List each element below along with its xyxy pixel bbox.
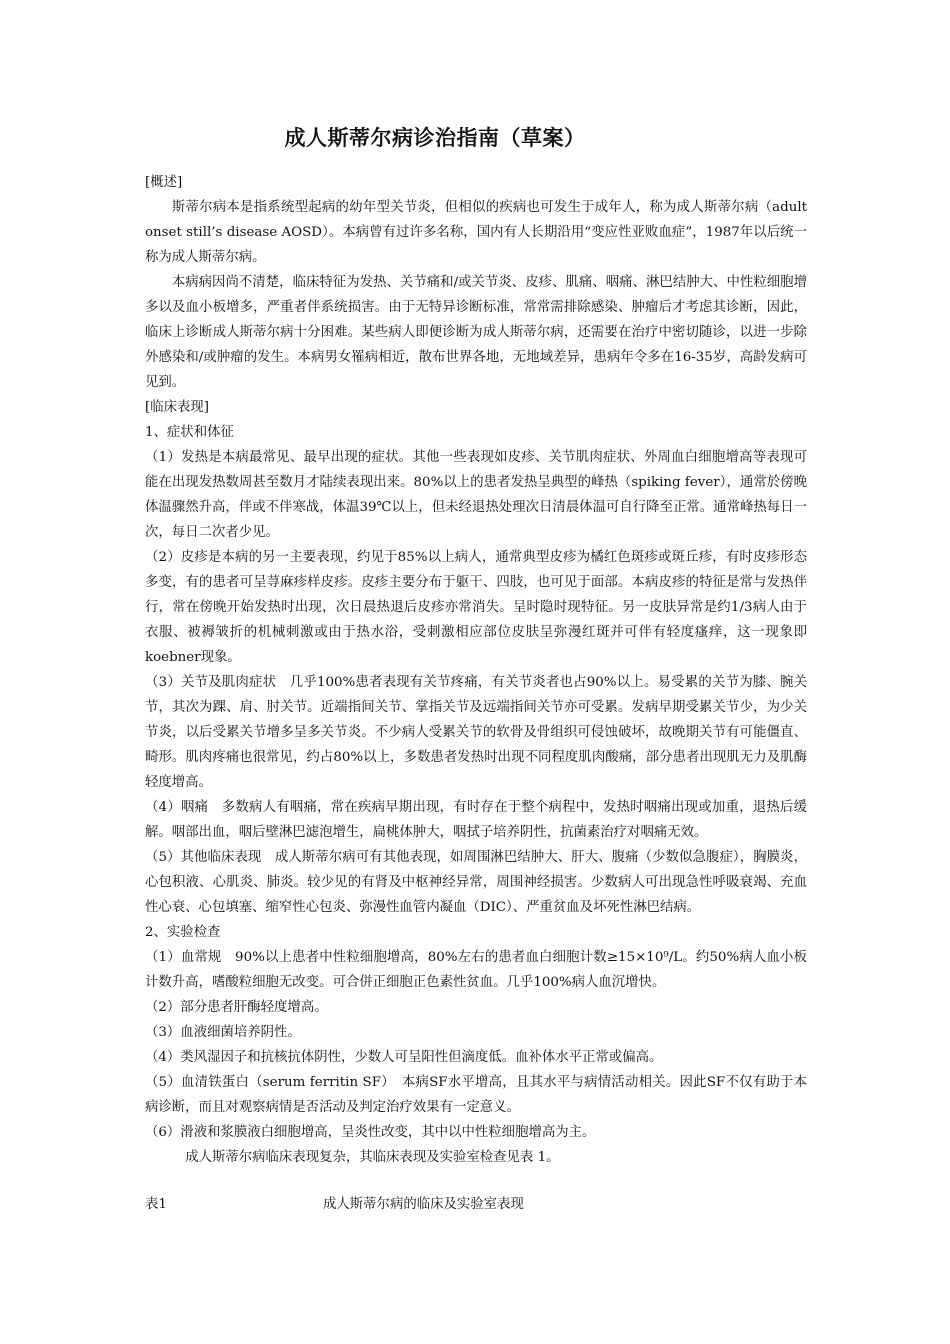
symptom-fever: （1）发热是本病最常见、最早出现的症状。其他一些表现如皮疹、关节肌肉症状、外周血白细胞增高等表现可能在出现发热数周甚至数月才陆续表现出来。80%以上的患者发热呈典型的峰热（spiking fever），通常於傍晚体温骤然升高，伴或不伴寒战，体温39℃以上，但未经退热处理次日清晨体温可自行降至正常。通常峰热每日一次，每日二次者少见。 (145, 450, 807, 540)
overview-heading: [概述] (145, 175, 183, 190)
lab-synovial: （6）滑液和浆膜液白细胞增高，呈炎性改变，其中以中性粒细胞增高为主。 (145, 1125, 596, 1140)
table-title: 成人斯蒂尔病的临床及实验室表现 (323, 1197, 524, 1212)
clinical-heading: [临床表现] (145, 400, 210, 415)
symptoms-heading: 1、症状和体征 (145, 425, 234, 440)
lab-ferritin: （5）血清铁蛋白（serum ferritin SF） 本病SF水平增高，且其水平与病情活动相关。因此SF不仅有助于本病诊断，而且对观察病情是否活动及判定治疗效果有一定意义。 (145, 1075, 807, 1115)
symptom-joint-muscle: （3）关节及肌肉症状 几乎100%患者表现有关节疼痛，有关节炎者也占90%以上。易受累的关节为膝、腕关节，其次为踝、肩、肘关节。近端指间关节、掌指关节及远端指间关节亦可受累。发病早期受累关节少，为少关节炎，以后受累关节增多呈多关节炎。不少病人受累关节的软骨及骨组织可侵蚀破坏，故晚期关节有可能僵直、畸形。肌肉疼痛也很常见，约占80%以上，多数患者发热时出现不同程度肌肉酸痛，部分患者出现肌无力及肌酶轻度增高。 (145, 675, 807, 790)
symptom-sore-throat: （4）咽痛 多数病人有咽痛，常在疾病早期出现，有时存在于整个病程中，发热时咽痛出现或加重，退热后缓解。咽部出血，咽后壁淋巴滤泡增生，扁桃体肿大，咽拭子培养阴性，抗菌素治疗对咽痛无效。 (145, 800, 807, 840)
symptom-rash: （2）皮疹是本病的另一主要表现，约见于85%以上病人，通常典型皮疹为橘红色斑疹或斑丘疹，有时皮疹形态多变，有的患者可呈荨麻疹样皮疹。皮疹主要分布于躯干、四肢，也可见于面部。本病皮疹的特征是常与发热伴行，常在傍晚开始发热时出现，次日晨热退后皮疹亦常消失。呈时隐时现特征。另一皮肤异常是约1/3病人由于衣服、被褥皱折的机械刺激或由于热水浴，受刺激相应部位皮肤呈弥漫红斑并可伴有轻度瘙痒，这一现象即koebner现象。 (145, 550, 807, 665)
lab-liver-enzyme: （2）部分患者肝酶轻度增高。 (145, 1000, 328, 1015)
lab-rf-ana: （4）类风湿因子和抗核抗体阴性，少数人可呈阳性但滴度低。血补体水平正常或偏高。 (145, 1050, 663, 1065)
overview-paragraph-2: 本病病因尚不清楚，临床特征为发热、关节痛和/或关节炎、皮疹、肌痛、咽痛、淋巴结肿大、中性粒细胞增多以及血小板增多，严重者伴系统损害。由于无特异诊断标准，常常需排除感染、肿瘤后才考虑其诊断，因此，临床上诊断成人斯蒂尔病十分困难。某些病人即便诊断为成人斯蒂尔病，还需要在治疗中密切随诊，以进一步除外感染和/或肿瘤的发生。本病男女罹病相近，散布世界各地，无地域差异，患病年令多在16-35岁，高龄发病可见到。 (145, 275, 807, 390)
lab-blood-culture: （3）血液细菌培养阴性。 (145, 1025, 301, 1040)
table-number: 表1 (145, 1197, 167, 1212)
lab-blood-routine: （1）血常规 90%以上患者中性粒细胞增高，80%左右的患者血白细胞计数≥15×10⁹/L。约50%病人血小板计数升高，嗜酸粒细胞无改变。可合併正细胞正色素性贫血。几乎100%病人血沉增快。 (145, 950, 807, 990)
document-body (145, 170, 807, 1170)
overview-paragraph-1: 斯蒂尔病本是指系统型起病的幼年型关节炎，但相似的疾病也可发生于成年人，称为成人斯蒂尔病（adult onset still’s disease AOSD）。本病曾有过许多名称，国内有人长期沿用“变应性亚败血症”，1987年以后统一称为成人斯蒂尔病。 (145, 200, 807, 265)
lab-heading: 2、实验检查 (145, 925, 221, 940)
page-title: 成人斯蒂尔病诊治指南（草案） (284, 126, 586, 150)
symptom-other: （5）其他临床表现 成人斯蒂尔病可有其他表现，如周围淋巴结肿大、肝大、腹痛（少数似急腹症），胸膜炎，心包积液、心肌炎、肺炎。较少见的有肾及中枢神经异常，周围神经损害。少数病人可出现急性呼吸衰竭、充血性心衰、心包填塞、缩窄性心包炎、弥漫性血管内凝血（DIC）、严重贫血及坏死性淋巴结病。 (145, 850, 807, 915)
summary-text: 成人斯蒂尔病临床表现复杂，其临床表现及实验室检查见表 1。 (185, 1150, 560, 1165)
